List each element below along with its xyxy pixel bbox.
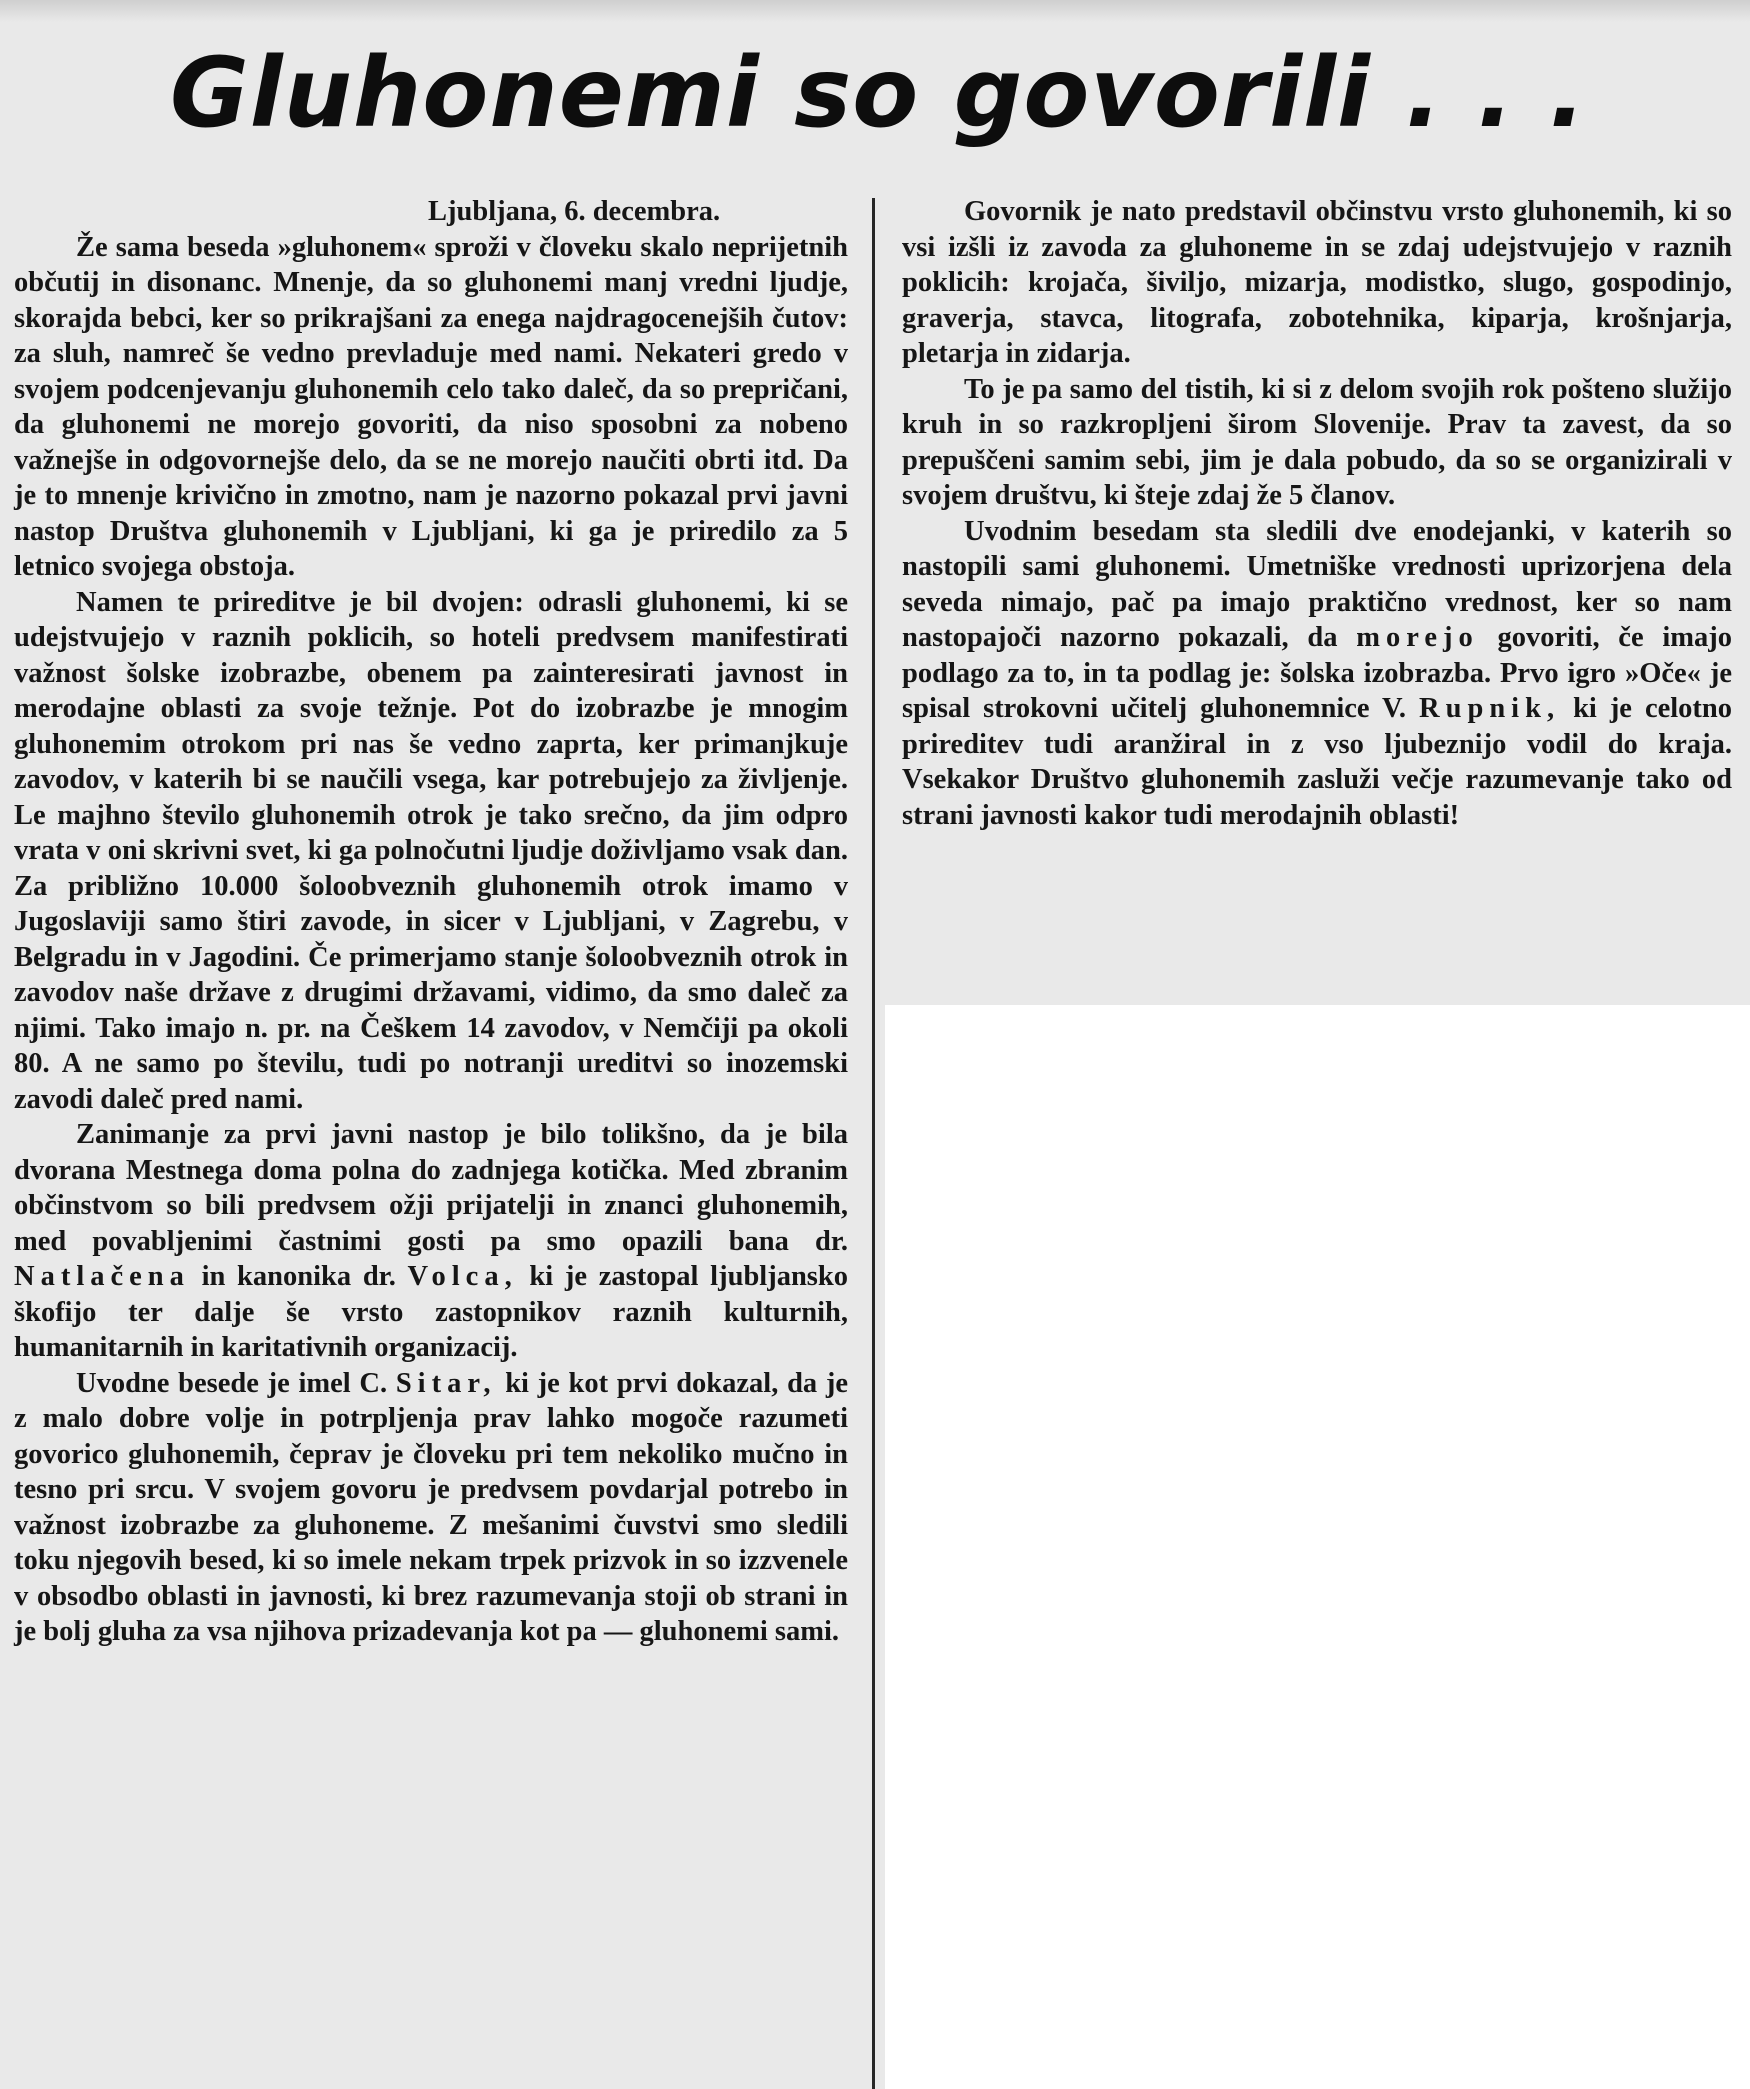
paragraph-society: To je pa samo del tistih, ki si z delom svojih rok pošteno služijo kruh in so razkropljeni širom Slovenije. Prav ta zavest, da so prepuščeni samim sebi, jim je dala pobudo, da so se organizirali v svojem društvu, ki šteje zdaj že 5 članov. xyxy=(902,373,1732,511)
name-volca: Volca, xyxy=(407,1261,518,1292)
paragraph-audience-text-3: ki je zastopal ljubljansko škofijo ter dalje še vrsto zastopnikov raznih kulturnih, humanitarnih in karitativnih organizacij. xyxy=(14,1261,848,1363)
spaced-word-morejo: morejo xyxy=(1356,622,1479,653)
paragraph-audience-text-1: Zanimanje za prvi javni nastop je bilo tolikšno, da je bila dvorana Mestnega doma polna do zadnjega kotička. Med zbranim občinstvom so bili predvsem ožji prijatelji in znanci gluhonemih, med povabljenimi častnimi gosti pa smo opazili bana dr. xyxy=(14,1119,848,1257)
name-rupnik: Rupnik, xyxy=(1419,693,1561,724)
paragraph-plays xyxy=(902,514,1732,834)
paragraph-plays-text-3: ki je celotno prireditev tudi aranžiral in z vso ljubeznijo vodil do kraja. Vsekakor Društvo gluhonemih zasluži večje razumevanje tako od strani javnosti kakor tudi merodajnih oblasti! xyxy=(902,693,1732,831)
paragraph-speech-text-2: ki je kot prvi dokazal, da je z malo dobre volje in potrpljenja prav lahko mogoče razumeti govorico gluhonemih, čeprav je človeku pri tem nekoliko mučno in tesno pri srcu. V svojem govoru je predvsem povdarjal potrebo in važnost izobrazbe za gluhoneme. Z mešanimi čuvstvi smo sledili toku njegovih besed, ki so imele nekam trpek prizvok in so izzvenele v obsodbo oblasti in javnosti, ki brez razumevanja stoji ob strani in je bolj gluha za vsa njihova prizadevanja kot pa — gluhonemi sami. xyxy=(14,1367,849,1647)
paragraph-plays-text-1: Uvodnim besedam sta sledili dve enodejanki, v katerih so nastopili sami gluhonemi. Umetniške vrednosti uprizorjena dela seveda nimajo, pač pa imajo praktično vrednost, ker so nam nastopajoči nazorno pokazali, da xyxy=(902,515,1732,653)
column-divider xyxy=(872,198,875,2089)
paragraph-audience xyxy=(14,1117,848,1366)
paragraph-purpose: Namen te prireditve je bil dvojen: odrasli gluhonemi, ki se udejstvujejo v raznih poklicih, so hoteli predvsem manifestirati važnost šolske izobrazbe, obenem pa zainteresirati javnost in merodajne oblasti za svoje težnje. Pot do izobrazbe je mnogim gluhonemim otrokom pri nas še vedno zaprta, ker primanjkuje zavodov, v katerih bi se naučili vsega, kar potrebujejo za življenje. Le majhno število gluhonemih otrok je tako srečno, da jim odpro vrata v oni skrivni svet, ki ga polnočutni ljudje doživljamo vsak dan. Za približno 10.000 šoloobveznih gluhonemih otrok imamo v Jugoslaviji samo štiri zavode, in sicer v Ljubljani, v Zagrebu, v Belgradu in v Jagodini. Če primerjamo stanje šoloobveznih otrok in zavodov naše države z drugimi državami, vidimo, da smo daleč za njimi. Tako imajo n. pr. na Češkem 14 zavodov, v Nemčiji pa okoli 80. A ne samo po številu, tudi po notranji ureditvi so inozemski zavodi daleč pred nami. xyxy=(14,586,848,1115)
scan-edge-strip xyxy=(0,0,1750,22)
dateline: Ljubljana, 6. decembra. xyxy=(428,196,721,227)
paragraph-intro: Že sama beseda »gluhonem« sproži v človeku skalo neprijetnih občutij in disonanc. Mnenje, da so gluhonemi manj vredni ljudje, skorajda bebci, ker so prikrajšani za enega najdragocenejših čutov: za sluh, namreč še vedno prevladuje med nami. Nekateri gredo v svojem podcenjevanju gluhonemih celo tako daleč, da so prepričani, da gluhonemi ne morejo govoriti, da niso sposobni za nobeno važnejše in odgovornejše delo, da se ne morejo naučiti obrti itd. Da je to mnenje krivično in zmotno, nam je nazorno pokazal prvi javni nastop Društva gluhonemih v Ljubljani, ki ga je priredilo za 5 letnico svojega obstoja. xyxy=(14,231,848,582)
name-sitar: Sitar, xyxy=(395,1367,497,1399)
name-natlacena: Natlačena xyxy=(14,1261,190,1292)
paragraph-speech xyxy=(14,1366,848,1650)
right-column xyxy=(902,194,1732,833)
paragraph-plays-text-2: govoriti, če imajo podlago za to, in ta podlag je: šolska izobrazba. Prvo igro »Oče« je spisal strokovni učitelj gluhonemnice V. xyxy=(902,622,1732,724)
paragraph-professions: Govornik je nato predstavil občinstvu vrsto gluhonemih, ki so vsi izšli iz zavoda za gluhoneme in se zdaj udejstvujejo v raznih poklicih: krojača, šiviljo, mizarja, modistko, slugo, gospodinjo, graverja, stavca, litografa, zobotehnika, kiparja, krošnjarja, pletarja in zidarja. xyxy=(902,196,1732,369)
paragraph-speech-text-1: Uvodne besede je imel C. xyxy=(76,1367,388,1399)
article-headline: Gluhonemi so govorili . . . xyxy=(170,37,1587,149)
paragraph-audience-text-2: in kanonika dr. xyxy=(201,1261,396,1292)
left-column xyxy=(14,194,848,1650)
